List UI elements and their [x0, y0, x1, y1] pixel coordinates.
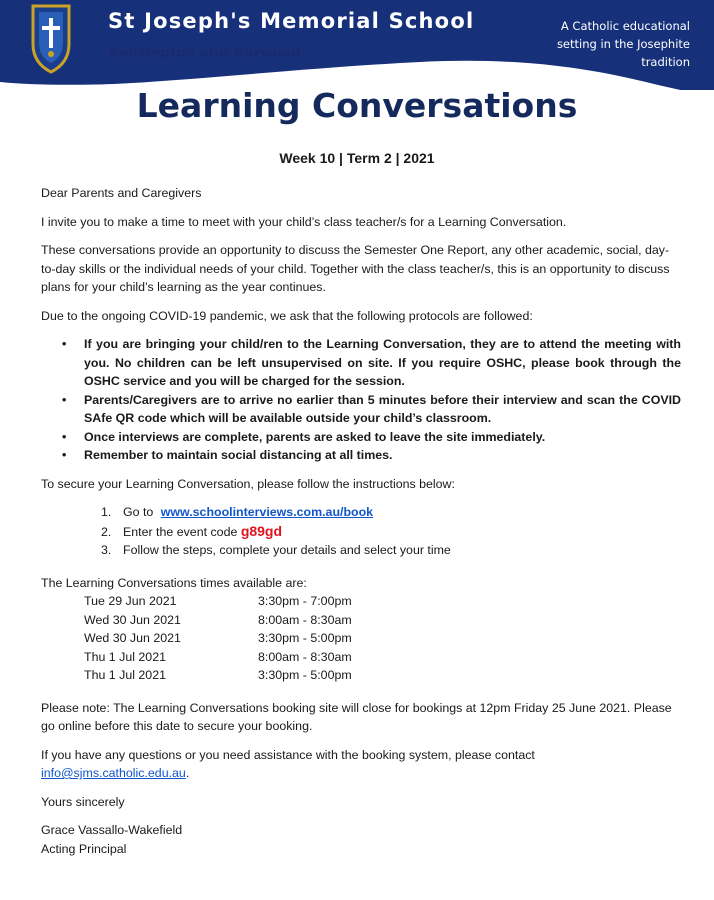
table-row	[84, 592, 681, 611]
signer-name: Grace Vassallo-Wakefield	[41, 823, 183, 837]
step-item	[101, 541, 681, 560]
signature-block	[41, 821, 681, 858]
times-table	[84, 592, 681, 685]
step-item	[101, 522, 681, 542]
time-range: 8:00am - 8:30am	[258, 612, 352, 627]
table-row	[84, 629, 681, 648]
table-row	[84, 611, 681, 630]
step-number: 1.	[101, 505, 112, 519]
contact-paragraph: If you have any questions or you need assistance with the booking system, please contact info@sjms.catholic.edu.au.	[41, 747, 535, 780]
time-range: 3:30pm - 5:00pm	[258, 668, 352, 682]
closing: Yours sincerely	[41, 794, 125, 809]
school-tagline	[550, 17, 690, 71]
school-name: St Joseph's Memorial School	[108, 9, 475, 33]
protocol-item: • Remember to maintain social distancing at all times.	[84, 446, 681, 465]
protocols-intro: Due to the ongoing COVID-19 pandemic, we ask that the following protocols are followed:	[41, 308, 533, 323]
instructions-intro: To secure your Learning Conversation, please follow the instructions below:	[41, 476, 455, 491]
letterhead-banner	[0, 0, 714, 90]
protocol-item: • Parents/Caregivers are to arrive no earlier than 5 minutes before their interview and scan the COVID SAfe QR code which will be available outside your child’s classroom.	[84, 391, 681, 428]
step-item	[101, 503, 681, 522]
table-row	[84, 648, 681, 667]
tagline-line: tradition	[641, 55, 690, 69]
tagline-line: setting in the Josephite	[556, 37, 690, 51]
time-range: 8:00am - 8:30am	[258, 649, 352, 664]
protocol-list	[41, 335, 681, 465]
signer-title: Acting Principal	[41, 841, 127, 856]
protocol-item: • If you are bringing your child/ren to the Learning Conversation, they are to attend the meeting with you. No children can be left unsupervised on site. If you require OSHC, please book through the OSHC service and you will be charged for the session.	[84, 335, 681, 391]
school-location: Kensington and Norwood	[109, 45, 301, 61]
time-range: 3:30pm - 5:00pm	[258, 631, 352, 645]
time-date: Wed 30 Jun 2021	[84, 631, 181, 645]
page-subtitle: Week 10 | Term 2 | 2021	[279, 150, 435, 166]
step-number: 3.	[101, 543, 112, 557]
page-title: Learning Conversations	[136, 86, 578, 125]
protocol-item: • Once interviews are complete, parents are asked to leave the site immediately.	[84, 428, 681, 447]
contact-text: If you have any questions or you need assistance with the booking system, please contact	[41, 747, 535, 762]
school-crest-icon	[31, 4, 71, 74]
step-text: Enter the event code	[123, 524, 238, 539]
time-date: Thu 1 Jul 2021	[84, 668, 166, 682]
time-date: Tue 29 Jun 2021	[84, 594, 177, 608]
salutation: Dear Parents and Caregivers	[41, 186, 202, 200]
table-row	[84, 666, 681, 685]
booking-note: Please note: The Learning Conversations booking site will close for bookings at 12pm Friday 25 June 2021. Please go online before this date to secure your booking.	[41, 700, 672, 733]
times-intro: The Learning Conversations times available are:	[41, 575, 307, 590]
intro-paragraph: I invite you to make a time to meet with your child’s class teacher/s for a Learning Conversation.	[41, 214, 567, 229]
step-text: Follow the steps, complete your details and select your time	[123, 543, 451, 557]
tagline-line: A Catholic educational	[560, 19, 690, 33]
booking-link[interactable]: www.schoolinterviews.com.au/book	[160, 505, 374, 519]
contact-email-link[interactable]: info@sjms.catholic.edu.au	[41, 766, 186, 780]
time-date: Wed 30 Jun 2021	[84, 612, 181, 627]
step-text: Go to	[123, 505, 154, 519]
time-date: Thu 1 Jul 2021	[84, 649, 166, 664]
time-range: 3:30pm - 7:00pm	[258, 594, 352, 608]
instruction-steps	[41, 503, 681, 560]
letter-body	[41, 184, 681, 858]
step-number: 2.	[101, 524, 112, 539]
event-code: g89gd	[240, 522, 283, 539]
purpose-paragraph: These conversations provide an opportunity to discuss the Semester One Report, any other academic, social, day-to-day skills or the individual needs of your child. Together with the class teacher/s, this is an opportunity to discuss plans for your child’s learning as the year continues.	[41, 243, 670, 294]
